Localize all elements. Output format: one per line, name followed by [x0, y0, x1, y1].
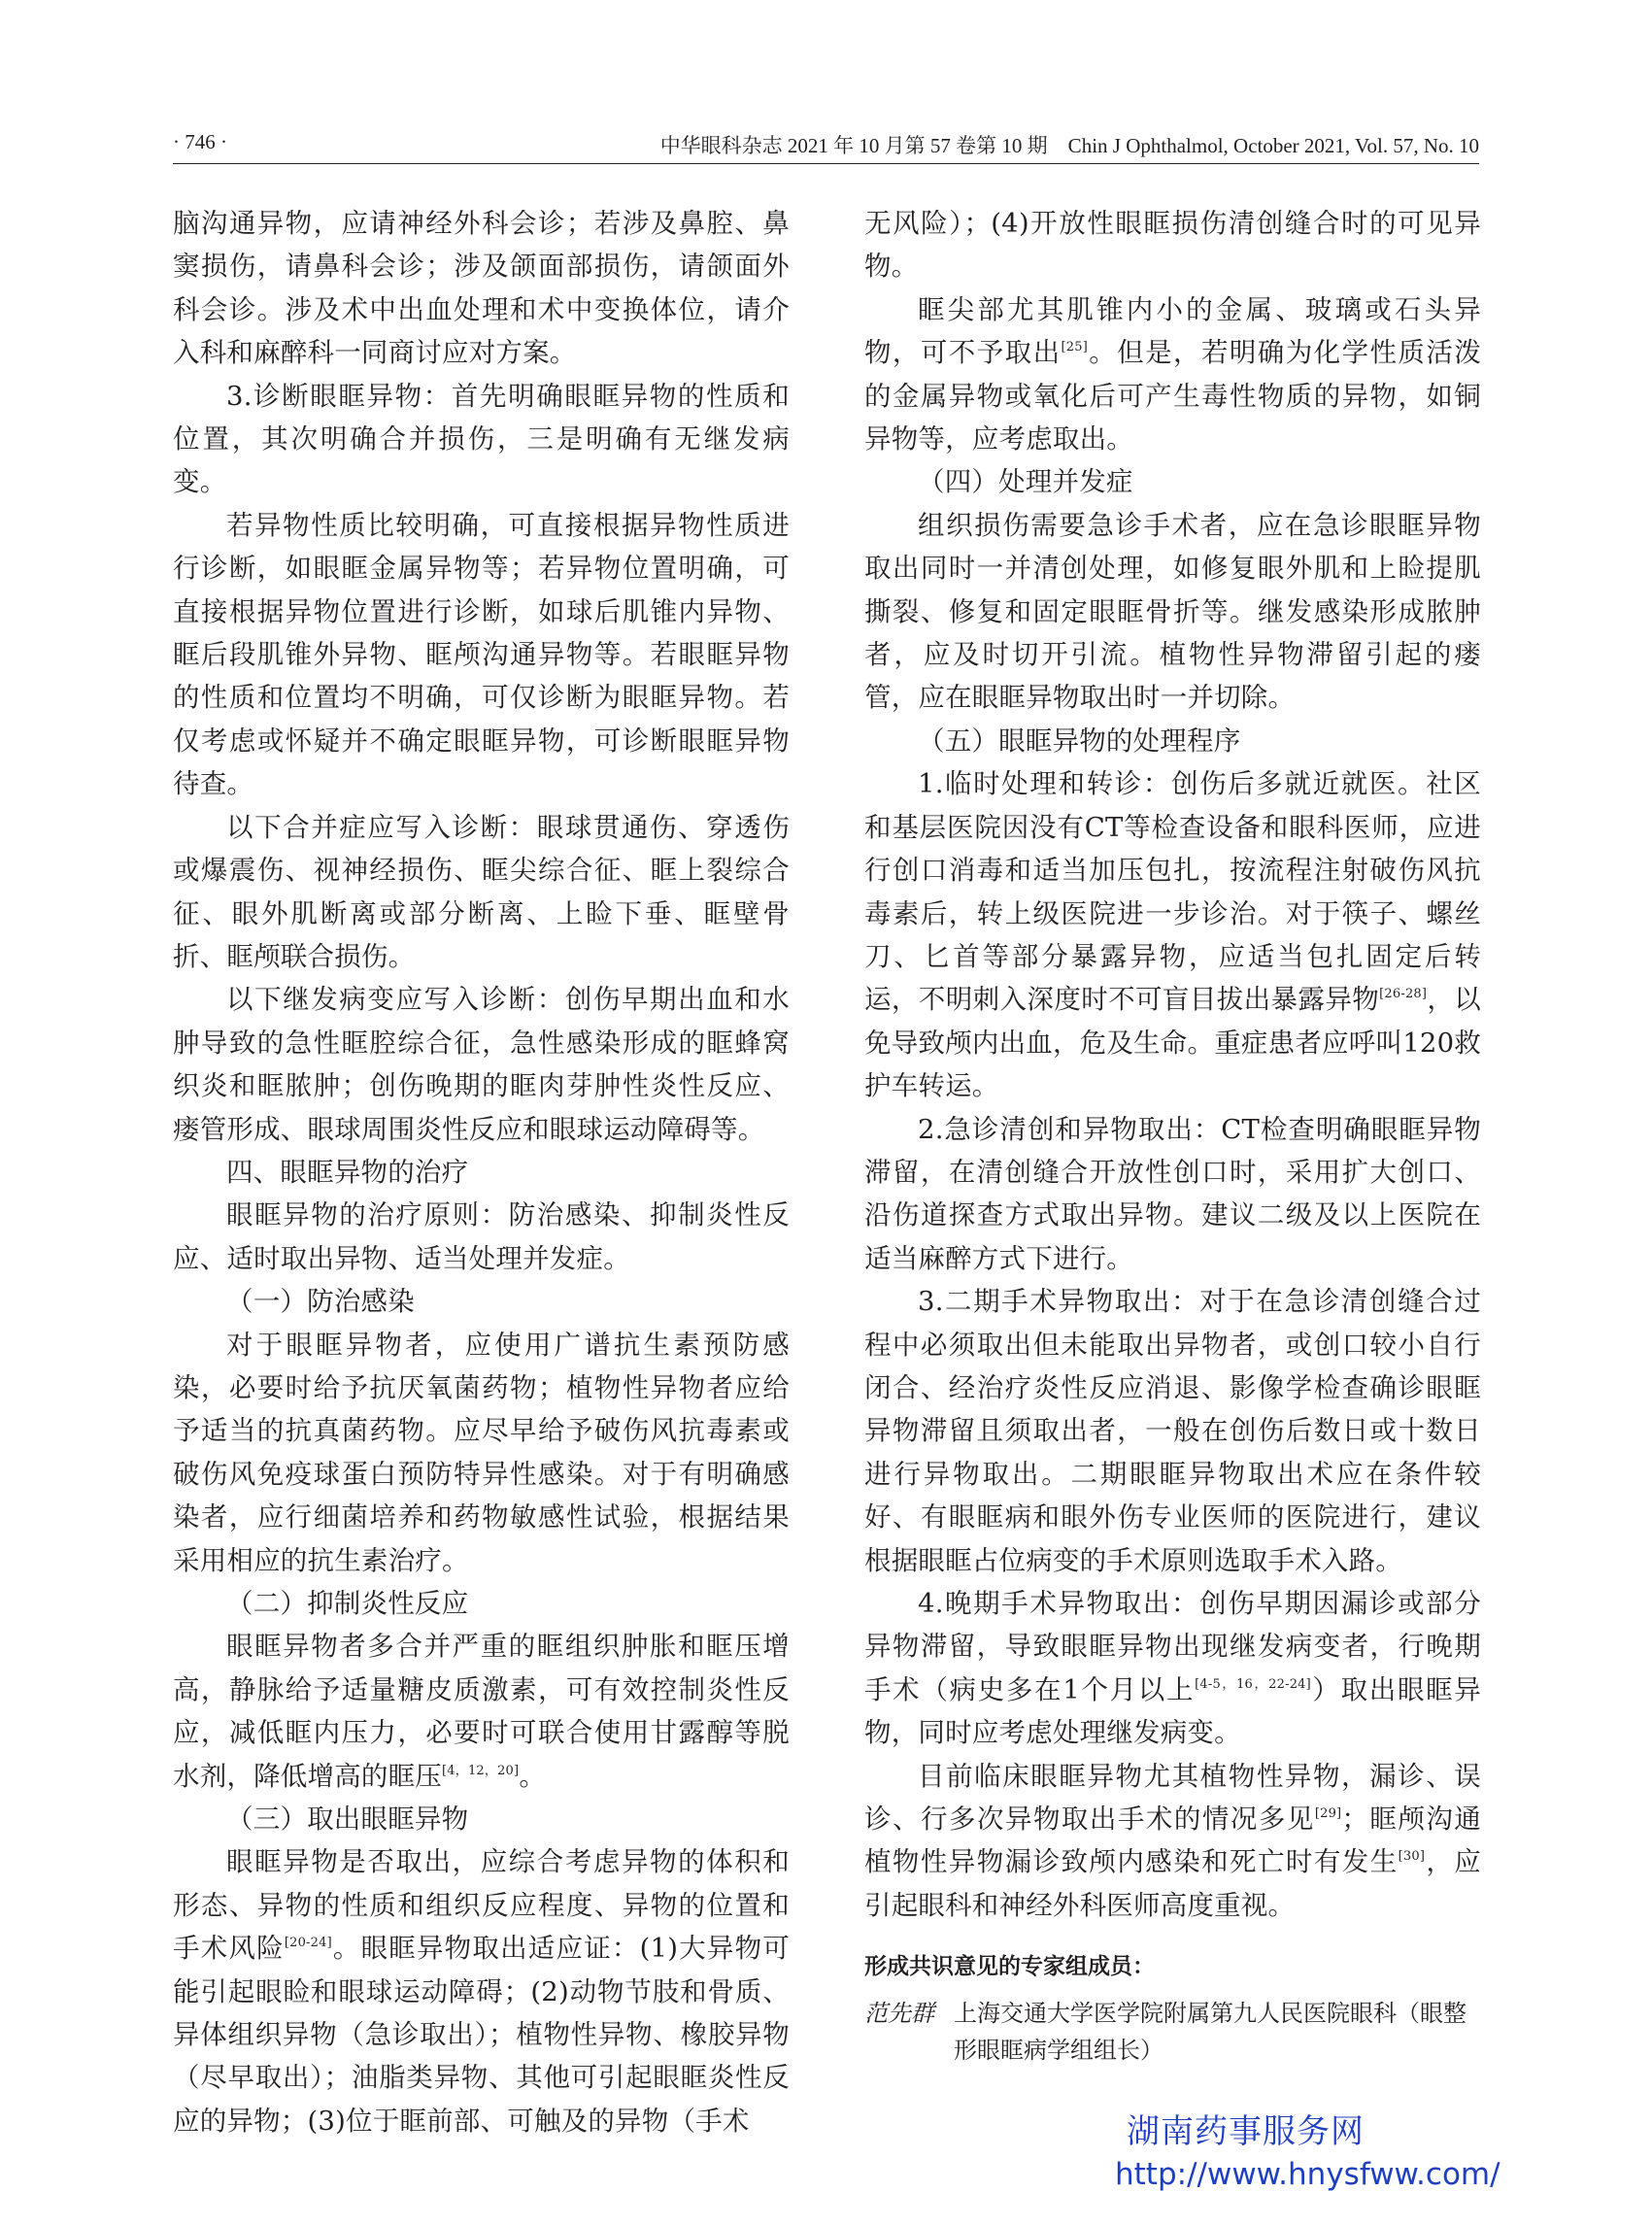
citation-ref: [20-24]	[284, 1936, 332, 1951]
journal-citation: 中华眼科杂志 2021 年 10 月第 57 卷第 10 期 Chin J Ophthalmol, October 2021, Vol. 57, No. 10	[659, 134, 1479, 157]
running-header	[173, 128, 1479, 164]
paragraph: 3.诊断眼眶异物：首先明确眼眶异物的性质和位置，其次明确合并损伤，三是明确有无继发病变。	[173, 380, 790, 498]
subsection-heading: （一）防治感染	[226, 1286, 415, 1318]
watermark-site-name: 湖南药事服务网	[1127, 2112, 1365, 2151]
right-column	[864, 202, 1481, 2069]
watermark	[1115, 2109, 1503, 2195]
paragraph-text: ）取出眼眶异物，同时应考虑处理继发病变。	[864, 1673, 1481, 1749]
paragraph: 3.二期手术异物取出：对于在急诊清创缝合过程中必须取出但未能取出异物者，或创口较小自行闭合、经治疗炎性反应消退、影像学检查确诊眼眶异物滞留且须取出者，一般在创伤后数日或十数日进行异物取出。二期眼眶异物取出术应在条件较好、有眼眶病和眼外伤专业医师的医院进行，建议根据眼眶占位病变的手术原则选取手术入路。	[864, 1286, 1481, 1576]
citation-ref: [30]	[1398, 1849, 1426, 1865]
paragraph	[864, 1582, 1481, 1755]
watermark-url: http://www.hnysfww.com/	[1115, 2157, 1500, 2192]
paragraph-text: 眼眶异物者多合并严重的眶组织肿胀和眶压增高，静脉给予适量糖皮质激素，可有效控制炎性反应，减低眶内压力，必要时可联合使用甘露醇等脱水剂，降低增高的眶压	[173, 1631, 790, 1792]
paragraph: 若异物性质比较明确，可直接根据异物性质进行诊断，如眼眶金属异物等；若异物位置明确，可直接根据异物位置进行诊断，如球后肌锥内异物、眶后段肌锥外异物、眶颅沟通异物等。若眼眶异物的性质和位置均不明确，可仅诊断为眼眶异物。若仅考虑或怀疑并不确定眼眶异物，可诊断眼眶异物待查。	[173, 509, 790, 800]
citation-ref: [29]	[1314, 1806, 1342, 1822]
section-heading: 四、眼眶异物的治疗	[226, 1156, 469, 1188]
member-affiliation: 上海交通大学医学院附属第九人民医院眼科（眼整形眼眶病学组组长）	[954, 2000, 1467, 2065]
citation-ref: [4-5，16，22-24]	[1195, 1676, 1311, 1692]
paragraph-text: ，应引起眼科和神经外科医师高度重视。	[864, 1846, 1481, 1921]
subsection-heading: （三）取出眼眶异物	[226, 1804, 469, 1836]
citation-ref: [25]	[1061, 340, 1088, 355]
paragraph: 脑沟通异物，应请神经外科会诊；若涉及鼻腔、鼻窦损伤，请鼻科会诊；涉及颌面部损伤，请颌面外科会诊。涉及术中出血处理和术中变换体位，请介入科和麻醉科一同商讨应对方案。	[173, 208, 790, 369]
paragraph: 组织损伤需要急诊手术者，应在急诊眼眶异物取出同时一并清创处理，如修复眼外肌和上睑提肌撕裂、修复和固定眼眶骨折等。继发感染形成脓肿者，应及时切开引流。植物性异物滞留引起的瘘管，应在眼眶异物取出时一并切除。	[864, 509, 1481, 714]
subsection-heading: （二）抑制炎性反应	[226, 1588, 469, 1619]
paragraph-text: 眼眶异物是否取出，应综合考虑异物的体积和形态、异物的性质和组织反应程度、异物的位置和手术风险	[173, 1846, 790, 1965]
expert-member	[864, 1995, 1481, 2069]
paragraph-text: 1.临时处理和转诊：创伤后多就近就医。社区和基层医院因没有CT等检查设备和眼科医师，应进行创口消毒和适当加压包扎，按流程注射破伤风抗毒素后，转上级医院进一步诊治。对于筷子、螺丝刀、匕首等部分暴露异物，应适当包扎固定后转运，不明刺入深度时不可盲目拔出暴露异物	[864, 768, 1481, 1016]
paragraph: 眼眶异物的治疗原则：防治感染、抑制炎性反应、适时取出异物、适当处理并发症。	[173, 1199, 790, 1274]
paragraph-text: 。眼眶异物取出适应证：(1)大异物可能引起眼睑和眼球运动障碍；(2)动物节肢和骨质、异体组织异物（急诊取出）；植物性异物、橡胶异物（尽早取出）；油脂类异物、其他可引起眼眶炎性反应的异物；(3)位于眶前部、可触及的异物（手术	[173, 1933, 790, 2137]
paragraph	[173, 1625, 790, 1798]
member-name: 范先群	[864, 2000, 934, 2028]
left-column	[173, 202, 790, 2142]
paragraph-text: 4.晚期手术异物取出：创伤早期因漏诊或部分异物滞留，导致眼眶异物出现继发病变者，行晚期手术（病史多在1个月以上	[864, 1588, 1481, 1705]
citation-ref: [26-28]	[1379, 987, 1428, 1002]
paragraph-text: 。但是，若明确为化学性质活泼的金属异物或氧化后可产生毒性物质的异物，如铜异物等，应考虑取出。	[864, 337, 1481, 455]
paragraph: 以下合并症应写入诊断：眼球贯通伤、穿透伤或爆震伤、视神经损伤、眶尖综合征、眶上裂综合征、眼外肌断离或部分断离、上睑下垂、眶壁骨折、眶颅联合损伤。	[173, 811, 790, 972]
paragraph	[173, 1840, 790, 2142]
paragraph	[864, 762, 1481, 1107]
paragraph-text: ；眶颅沟通植物性异物漏诊致颅内感染和死亡时有发生	[864, 1804, 1482, 1878]
subsection-heading: （五）眼眶异物的处理程序	[918, 725, 1241, 757]
paragraph: 对于眼眶异物者，应使用广谱抗生素预防感染，必要时给予抗厌氧菌药物；植物性异物者应给予适当的抗真菌药物。应尽早给予破伤风抗毒素或破伤风免疫球蛋白预防特异性感染。对于有明确感染者，应行细菌培养和药物敏感性试验，根据结果采用相应的抗生素治疗。	[173, 1329, 790, 1576]
paragraph-text: 。	[519, 1760, 547, 1792]
expert-group-title: 形成共识意见的专家组成员：	[864, 1954, 1155, 1980]
paragraph	[864, 1755, 1481, 1928]
paragraph: 以下继发病变应写入诊断：创伤早期出血和水肿导致的急性眶腔综合征，急性感染形成的眶蜂窝织炎和眶脓肿；创伤晚期的眶肉芽肿性炎性反应、瘘管形成、眼球周围炎性反应和眼球运动障碍等。	[173, 984, 790, 1145]
subsection-heading: （四）处理并发症	[918, 466, 1133, 498]
paragraph-text: 目前临床眼眶异物尤其植物性异物，漏诊、误诊、行多次异物取出手术的情况多见	[864, 1760, 1481, 1836]
paragraph-text: 眶尖部尤其肌锥内小的金属、玻璃或石头异物，可不予取出	[864, 293, 1481, 369]
citation-ref: [4，12，20]	[442, 1763, 520, 1778]
page-number: · 746 ·	[173, 130, 227, 153]
paragraph: 2.急诊清创和异物取出：CT检查明确眼眶异物滞留，在清创缝合开放性创口时，采用扩大创口、沿伤道探查方式取出异物。建议二级及以上医院在适当麻醉方式下进行。	[864, 1113, 1481, 1274]
paragraph: 无风险）；(4)开放性眼眶损伤清创缝合时的可见异物。	[864, 208, 1481, 283]
paragraph-text: ，以免导致颅内出血，危及生命。重症患者应呼叫120救护车转运。	[864, 984, 1481, 1102]
paragraph	[864, 288, 1481, 461]
